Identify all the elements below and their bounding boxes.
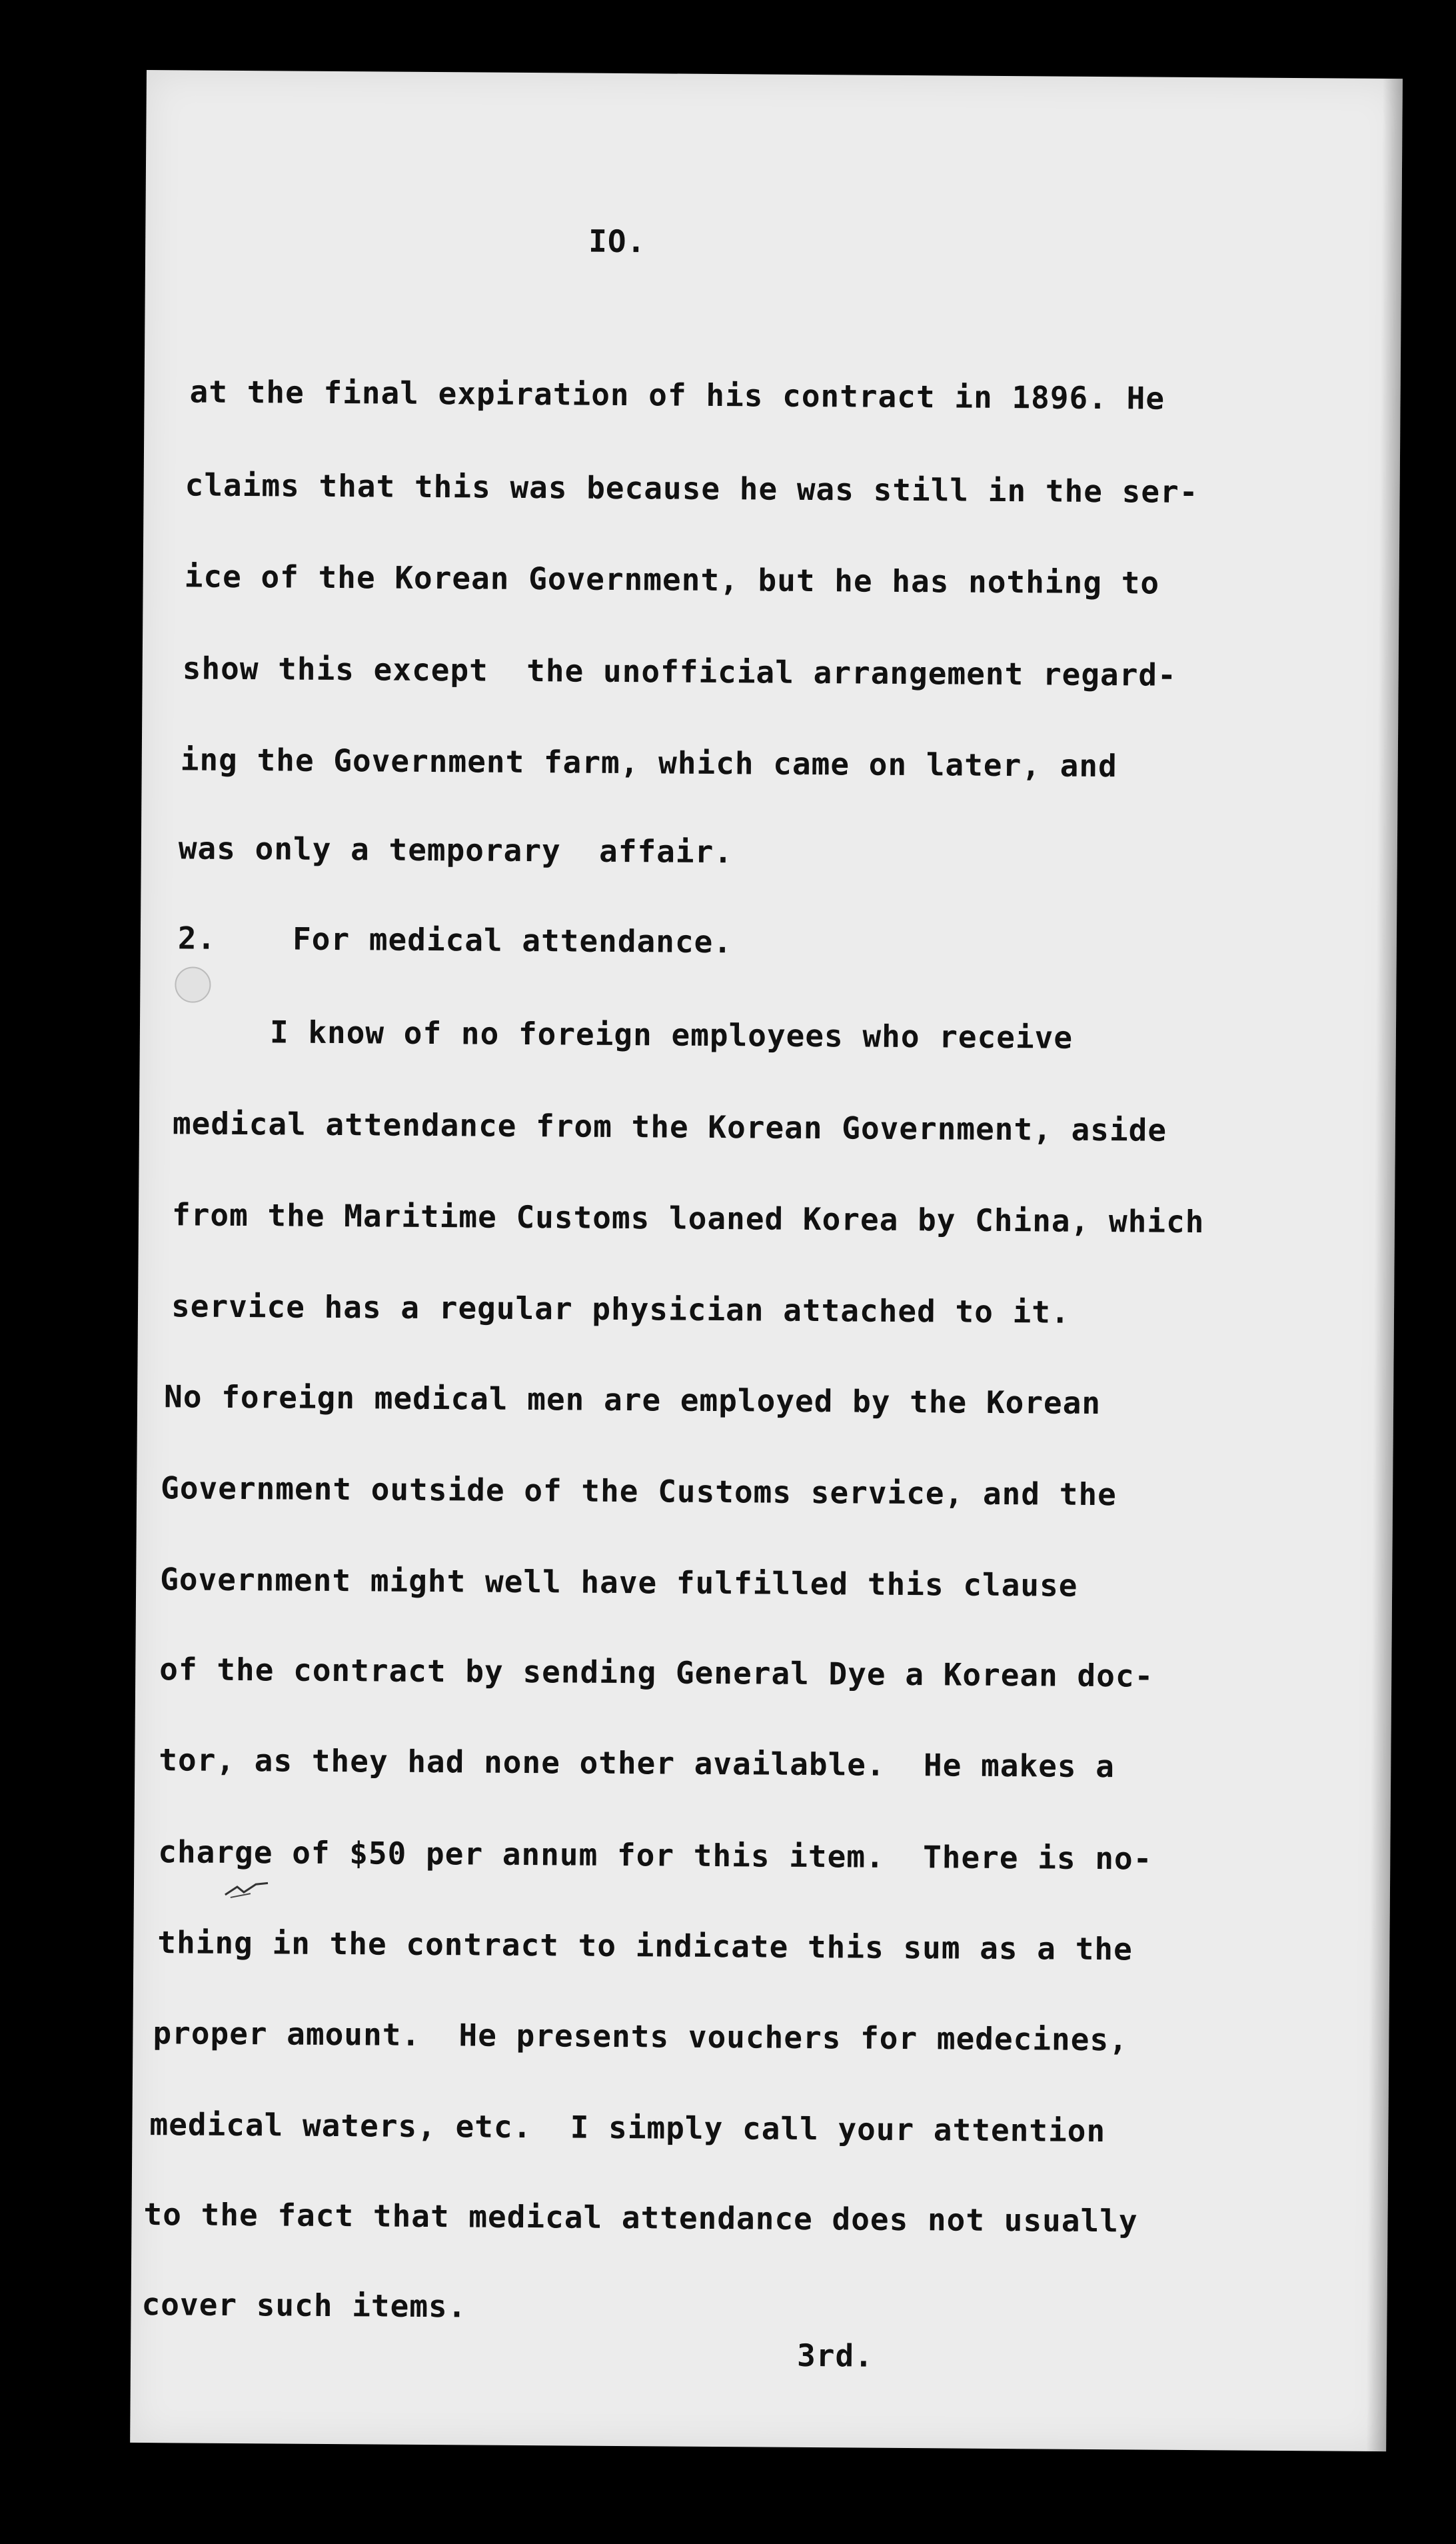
text-line: claims that this was because he was still in the ser- [185, 467, 1199, 511]
page-edge-shadow [1366, 79, 1403, 2451]
text-line: ice of the Korean Government, but he has nothing to [184, 558, 1160, 601]
text-line: proper amount. He presents vouchers for medecines, [153, 2015, 1129, 2058]
text-line: of the contract by sending General Dye a Korean doc- [159, 1651, 1154, 1694]
text-line: medical waters, etc. I simply call your attention [149, 2106, 1106, 2149]
text-line: at the final expiration of his contract in 1896. He [189, 373, 1165, 417]
text-line: medical attendance from the Korean Government, aside [172, 1105, 1167, 1148]
text-line: show this except the unofficial arrangement regard- [182, 650, 1177, 693]
text-line: was only a temporary affair. [178, 830, 734, 870]
section-heading: 2. For medical attendance. [177, 920, 733, 960]
text-line: ing the Government farm, which came on later, and [180, 741, 1117, 784]
punch-hole [175, 966, 211, 1002]
text-line: tor, as they had none other available. He makes a [159, 1742, 1115, 1785]
text-line: No foreign medical men are employed by the Korean [163, 1378, 1101, 1422]
text-line: Government outside of the Customs service, and the [160, 1470, 1117, 1513]
pen-mark-icon [224, 1880, 271, 1899]
text-line: I know of no foreign employees who receive [269, 1014, 1074, 1056]
text-line: to the fact that medical attendance does not usually [143, 2196, 1138, 2239]
page-number: IO. [588, 223, 646, 260]
text-line: from the Maritime Customs loaned Korea by China, which [171, 1196, 1205, 1240]
text-line: service has a regular physician attached to it. [171, 1288, 1070, 1330]
document-page [130, 70, 1403, 2451]
text-line: cover such items. [141, 2286, 467, 2325]
text-line: thing in the contract to indicate this sum as a the [157, 1924, 1133, 1967]
text-line: charge of $50 per annum for this item. There is no- [158, 1834, 1153, 1877]
text-line: Government might well have fulfilled this clause [160, 1561, 1078, 1604]
page-footer: 3rd. [796, 2337, 874, 2374]
